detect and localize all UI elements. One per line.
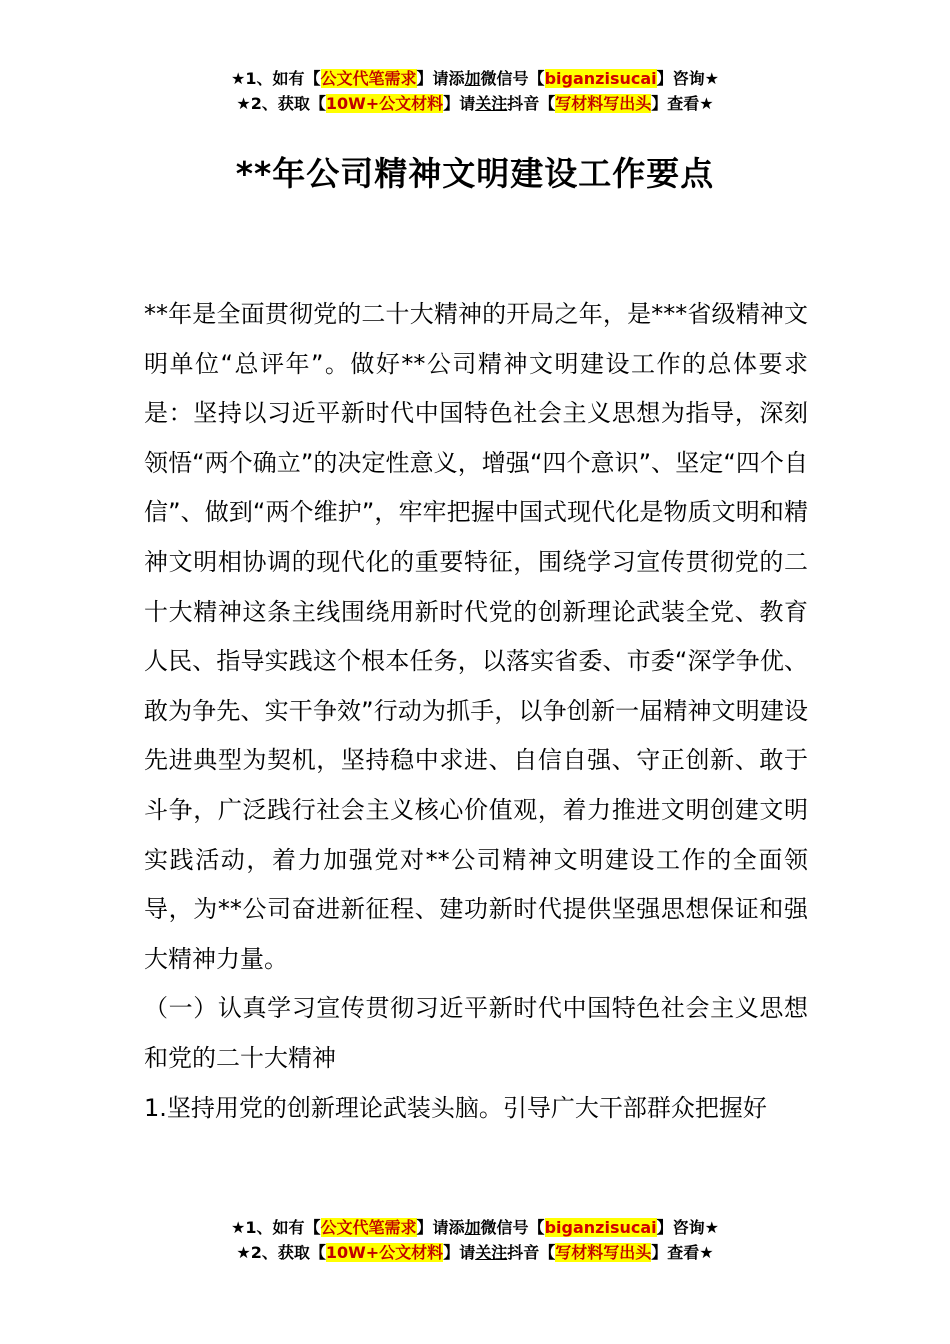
banner-text: 抖音【 — [507, 94, 556, 113]
banner-highlight: 10W+公文材料 — [325, 94, 444, 113]
document-title: **年公司精神文明建设工作要点 — [235, 154, 715, 193]
banner-text: 】请 — [443, 1243, 476, 1262]
banner-underline: 关注 — [475, 1243, 508, 1262]
banner-underline: 关注 — [475, 94, 508, 113]
banner-line-2 — [0, 1240, 950, 1265]
banner-text: ★1、如有【 — [231, 1218, 321, 1237]
banner-text: ★2、获取【 — [236, 94, 326, 113]
banner-text: 微信号【 — [480, 1218, 545, 1237]
banner-wechat-id: biganzisucai — [544, 69, 657, 88]
header-banner — [0, 66, 950, 116]
banner-line-1 — [0, 66, 950, 91]
banner-text: 】请添 — [416, 1218, 465, 1237]
banner-text: 】咨询★ — [656, 69, 719, 88]
document-body — [144, 290, 808, 1133]
banner-line-2 — [0, 91, 950, 116]
section-heading-1: （一）认真学习宣传贯彻习近平新时代中国特色社会主义思想和党的二十大精神 — [144, 994, 808, 1072]
banner-text: 】查看★ — [651, 1243, 714, 1262]
banner-text: 】请 — [443, 94, 476, 113]
banner-highlight: 10W+公文材料 — [325, 1243, 444, 1262]
banner-highlight: 公文代笔需求 — [320, 1218, 417, 1237]
banner-text: 微信号【 — [480, 69, 545, 88]
banner-line-1 — [0, 1215, 950, 1240]
banner-underline: 加 — [464, 1218, 481, 1237]
banner-underline: 加 — [464, 69, 481, 88]
footer-banner — [0, 1215, 950, 1265]
banner-text: ★1、如有【 — [231, 69, 321, 88]
banner-text: ★2、获取【 — [236, 1243, 326, 1262]
list-item-1: 1.坚持用党的创新理论武装头脑。引导广大干部群众把握好 — [144, 1093, 767, 1122]
banner-douyin-id: 写材料写出头 — [555, 94, 652, 113]
paragraph-general-requirements: **年是全面贯彻党的二十大精神的开局之年，是***省级精神文明单位“总评年”。做好**公司精神文明建设工作的总体要求是：坚持以习近平新时代中国特色社会主义思想为指导，深刻领悟“两个确立”的决定性意义，增强“四个意识”、坚定“四个自信”、做到“两个维护”，牢牢把握中国式现代化是物质文明和精神文明相协调的现代化的重要特征，围绕学习宣传贯彻党的二十大精神这条主线围绕用新时代党的创新理论武装全党、教育人民、指导实践这个根本任务，以落实省委、市委“深学争优、敢为争先、实干争效”行动为抓手，以争创新一届精神文明建设先进典型为契机，坚持稳中求进、自信自强、守正创新、敢于斗争，广泛践行社会主义核心价值观，着力推进文明创建文明实践活动，着力加强党对**公司精神文明建设工作的全面领导，为**公司奋进新征程、建功新时代提供坚强思想保证和强大精神力量。 — [144, 300, 808, 973]
banner-text: 】查看★ — [651, 94, 714, 113]
banner-highlight: 公文代笔需求 — [320, 69, 417, 88]
banner-text: 】咨询★ — [656, 1218, 719, 1237]
banner-wechat-id: biganzisucai — [544, 1218, 657, 1237]
banner-text: 】请添 — [416, 69, 465, 88]
banner-douyin-id: 写材料写出头 — [555, 1243, 652, 1262]
banner-text: 抖音【 — [507, 1243, 556, 1262]
